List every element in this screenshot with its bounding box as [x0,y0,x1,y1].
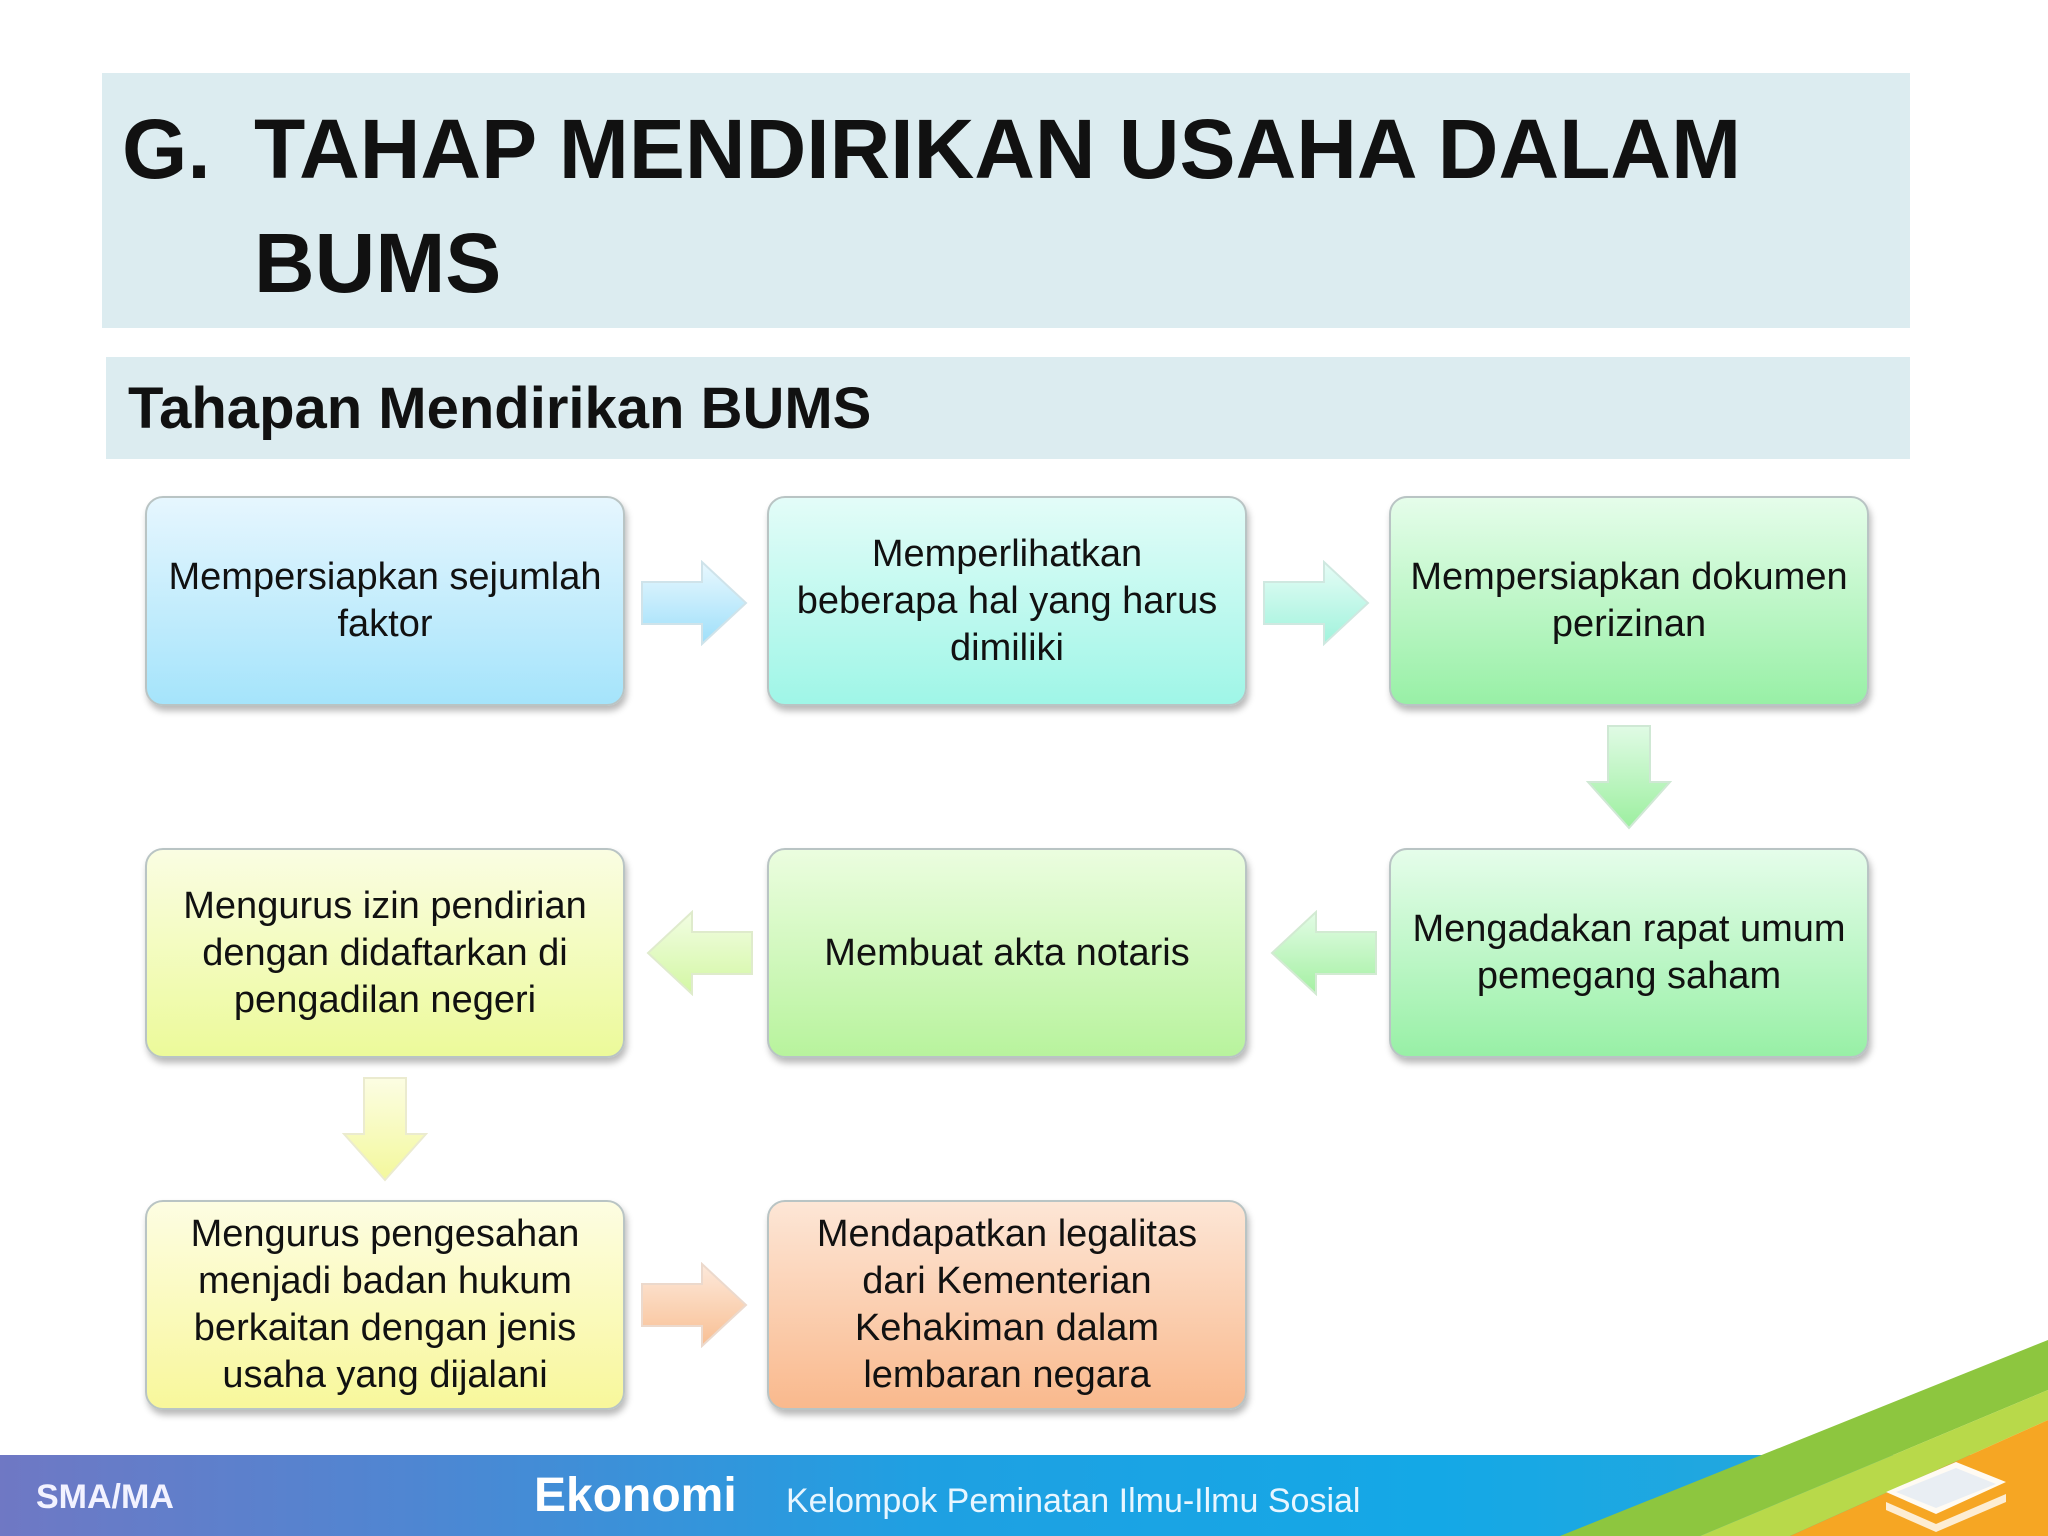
footer-group: Kelompok Peminatan Ilmu-Ilmu Sosial [786,1482,1361,1520]
footer-level: SMA/MA [36,1478,174,1516]
step-box-3: Mempersiapkan dokumen perizinan [1389,496,1869,706]
step-box-8: Mendapatkan legalitas dari Kementerian Kehakiman dalam lembaran negara [767,1200,1247,1410]
title-line-1: TAHAP MENDIRIKAN USAHA DALAM [254,102,1742,196]
step-box-6: Mengurus izin pendirian dengan didaftarkan di pengadilan negeri [145,848,625,1058]
book-logo-icon [1876,1452,2016,1532]
step-box-7: Mengurus pengesahan menjadi badan hukum berkaitan dengan jenis usaha yang dijalani [145,1200,625,1410]
title-number: G. [122,102,211,196]
step-box-5: Membuat akta notaris [767,848,1247,1058]
step-box-1: Mempersiapkan sejumlah faktor [145,496,625,706]
step-box-4: Mengadakan rapat umum pemegang saham [1389,848,1869,1058]
footer-subject: Ekonomi [534,1469,737,1522]
subtitle: Tahapan Mendirikan BUMS [128,376,872,441]
title-line-2: BUMS [254,216,502,310]
step-box-2: Memperlihatkan beberapa hal yang harus dimiliki [767,496,1247,706]
